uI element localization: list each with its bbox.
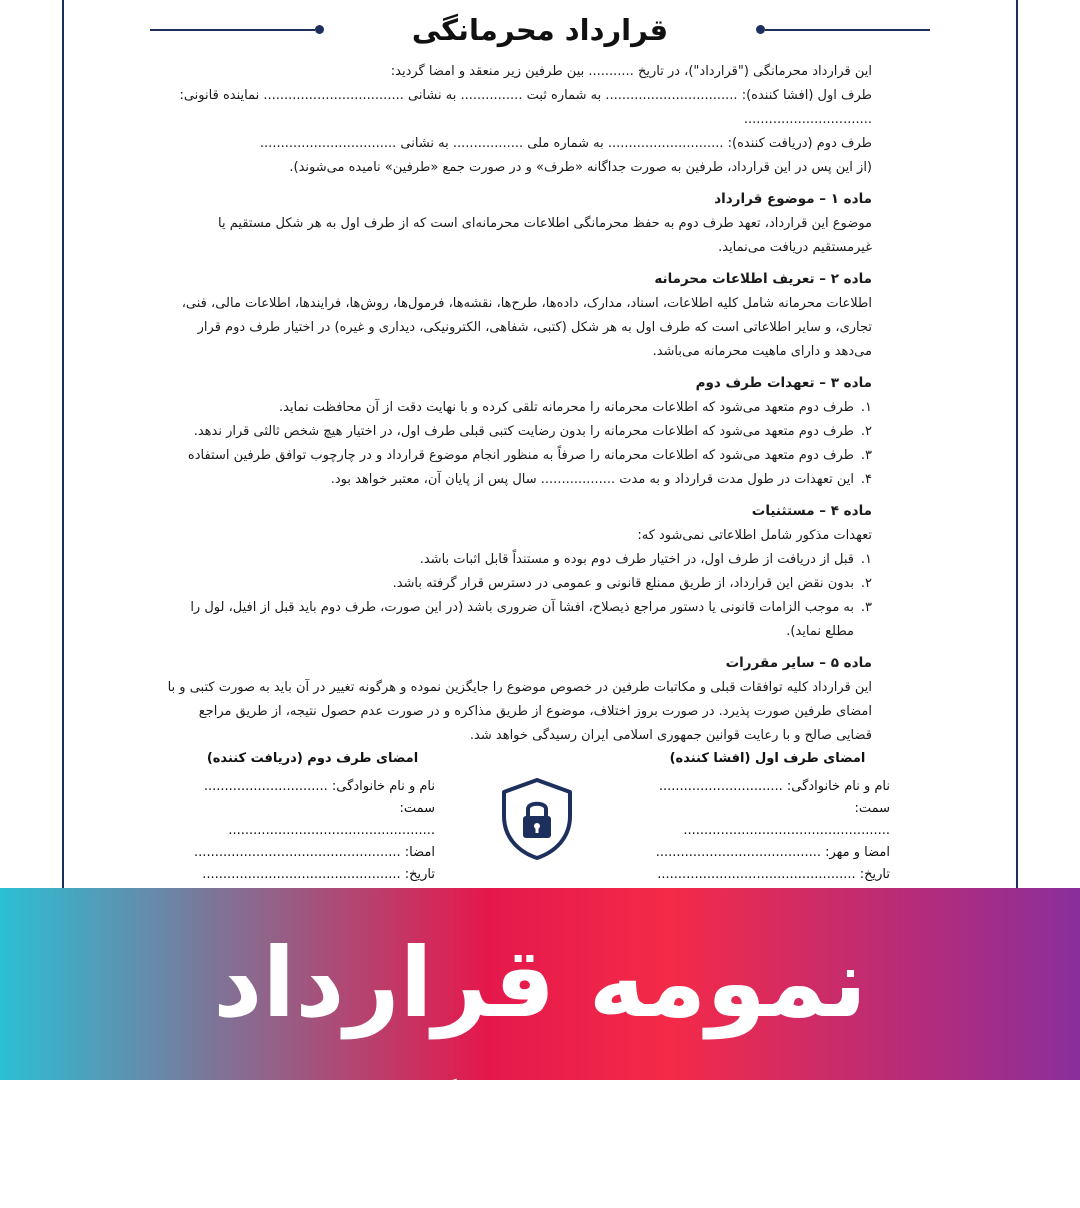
banner-title: نمومه قرارداد محرمانگی (213, 927, 867, 1189)
list-number: ۱. (860, 552, 872, 567)
list-text: طرف دوم متعهد می‌شود که اطلاعات محرمانه را صرفاً به منظور انجام موضوع قرارداد و در چارچوب توافق طرفین استفاده (187, 448, 854, 463)
article-5 (160, 650, 872, 748)
signature-field: سمت: .................................................. (228, 801, 435, 838)
article-paragraph: اطلاعات محرمانه شامل کلیه اطلاعات، اسناد، مدارک، داده‌ها، طرح‌ها، نقشه‌ها، فرمول‌ها، روش‌ها، فرایندها، اطلاعات مالی، فنی، تجاری، و سایر اطلاعاتی است که طرف اول به هر شکل (کتبی، شفاهی، الکترونیکی، دیداری و غیره) در اختیار طرف دوم قرار می‌دهد و دارای ماهیت محرمانه می‌باشد. (181, 296, 872, 359)
signature-field: امضا و مهر: ........................................ (655, 845, 890, 860)
list-number: ۲. (860, 576, 872, 591)
signature-title: امضای طرف دوم (دریافت کننده) (206, 751, 419, 766)
article-1 (160, 186, 872, 260)
document-border-right (1016, 0, 1018, 888)
signature-field: امضا: .................................................. (194, 845, 435, 860)
list-number: ۳. (860, 600, 872, 615)
title-divider-right (765, 29, 930, 31)
signature-field: سمت: .................................................. (683, 801, 890, 838)
article-heading: ماده ۳ – تعهدات طرف دوم (695, 375, 872, 391)
article-2 (160, 266, 872, 364)
article-4 (160, 498, 872, 644)
list-item (160, 396, 872, 420)
intro-line: این قرارداد محرمانگی ("قرارداد")، در تاریخ ........... بین طرفین زیر منعقد و امضا گردید: (390, 64, 872, 79)
signature-field: نام و نام خانوادگی: .............................. (203, 779, 435, 794)
list-text: بدون نقض این قرارداد، از طریق ممنلع قانونی و عمومی در دسترس قرار گرفته باشد. (392, 576, 854, 591)
exceptions-list (160, 548, 872, 644)
list-text: این تعهدات در طول مدت قرارداد و به مدت .................. سال پس از پایان آن، معتبر خواهد بود. (330, 472, 854, 487)
list-item (160, 468, 872, 492)
intro-definitions: (از این پس در این قرارداد، طرفین به صورت جداگانه «طرف» و در صورت جمع «طرفین» نامیده می‌شوند). (289, 160, 872, 175)
list-item (160, 548, 872, 572)
list-number: ۴. (860, 472, 872, 487)
title-row (150, 8, 930, 52)
title-divider-left (150, 29, 315, 31)
list-item (160, 444, 872, 468)
title-dot-right (756, 25, 765, 34)
signature-field: نام و نام خانوادگی: .............................. (658, 779, 890, 794)
document-border-left (62, 0, 64, 888)
title-banner (0, 888, 1080, 1189)
article-paragraph: این قرارداد کلیه توافقات قبلی و مکاتبات طرفین در خصوص موضوع را جایگزین نموده و هرگونه تغییر در آن باید به صورت کتبی و با امضای طرفین صورت پذیرد. در صورت بروز اختلاف، موضوع از طریق مذاکره و در صورت عدم حصول نتیجه، از طریق مراجع قضایی صالح و با رعایت قوانین جمهوری اسلامی ایران رسیدگی خواهد شد. (167, 680, 872, 743)
signature-block-second-party (190, 742, 435, 886)
list-text: قبل از دریافت از طرف اول، در اختیار طرف دوم بوده و مستنداً قابل اثبات باشد. (419, 552, 854, 567)
article-heading: ماده ۱ – موضوع قرارداد (714, 191, 872, 207)
title-dot-left (315, 25, 324, 34)
list-text: طرف دوم متعهد می‌شود که اطلاعات محرمانه را بدون رضایت کتبی قبلی طرف اول، در اختیار هیچ شخص ثالثی قرار ندهد. (193, 424, 854, 439)
list-text: طرف دوم متعهد می‌شود که اطلاعات محرمانه را محرمانه تلقی کرده و با نهایت دقت از آن محافظت نماید. (278, 400, 854, 415)
intro-party-one: طرف اول (افشا کننده): ................................ به شماره ثبت ............... به نشانی .................................. نماینده قانونی: ............................... (179, 88, 872, 127)
article-3 (160, 370, 872, 492)
list-text: به موجب الزامات قانونی یا دستور مراجع ذیصلاح، افشا آن ضروری باشد (در این صورت، طرف دوم باید قبل از افیل، لول را مطلع نماید). (190, 600, 854, 639)
contract-body (160, 60, 872, 748)
list-item (160, 572, 872, 596)
list-number: ۳. (860, 448, 872, 463)
obligations-list (160, 396, 872, 492)
list-item (160, 596, 872, 644)
shield-lock-icon (498, 776, 576, 862)
signature-field: تاریخ: ................................................ (202, 867, 435, 882)
article-paragraph: تعهدات مذکور شامل اطلاعاتی نمی‌شود که: (637, 528, 872, 543)
list-number: ۱. (860, 400, 872, 415)
article-heading: ماده ۵ – سایر مقررات (725, 655, 872, 671)
article-paragraph: موضوع این قرارداد، تعهد طرف دوم به حفظ محرمانگی اطلاعات محرمانه‌ای است که از طرف اول به هر شکل مستقیم یا غیرمستقیم دریافت می‌نماید. (218, 216, 872, 255)
article-heading: ماده ۴ – مستثنیات (751, 503, 872, 519)
signature-title: امضای طرف اول (افشا کننده) (669, 751, 866, 766)
signature-block-first-party (645, 742, 890, 886)
document-title: قرارداد محرمانگی (411, 13, 669, 47)
intro-party-two: طرف دوم (دریافت کننده): ............................ به شماره ملی ................. به نشانی ................................. (259, 136, 872, 151)
list-item (160, 420, 872, 444)
article-heading: ماده ۲ – تعریف اطلاعات محرمانه (654, 271, 872, 287)
signature-field: تاریخ: ................................................ (657, 867, 890, 882)
list-number: ۲. (860, 424, 872, 439)
